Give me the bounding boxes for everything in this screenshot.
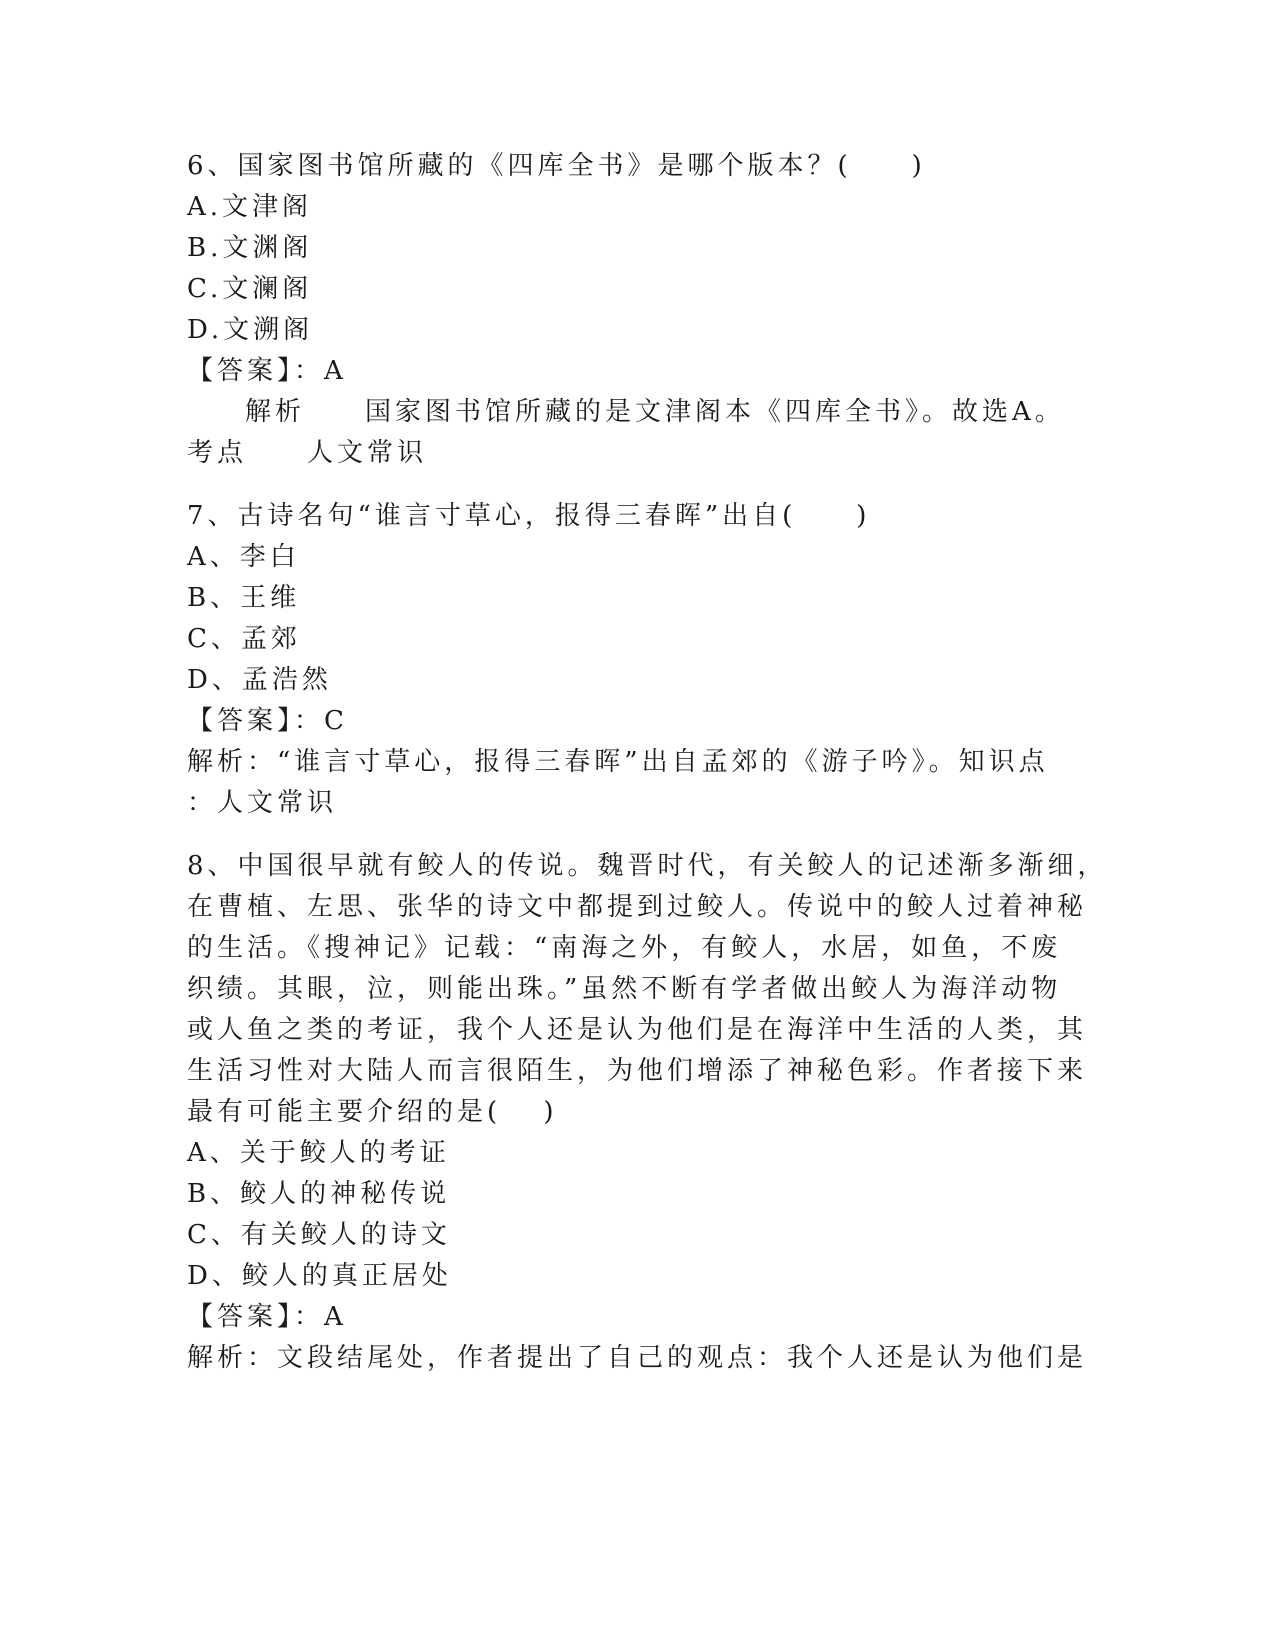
question-8-stem-line-4: 织绩。其眼，泣，则能出珠。”虽然不断有学者做出鲛人为海洋动物 xyxy=(187,974,1062,1004)
question-6-option-a: A.文津阁 xyxy=(187,192,313,222)
analysis-label: 解析 xyxy=(245,397,306,427)
question-6-answer: 【答案】：A xyxy=(187,356,347,386)
question-6-analysis xyxy=(245,396,1125,428)
question-7-option-a: A、李白 xyxy=(187,542,300,572)
question-6-stem: 6、国家图书馆所藏的《四库全书》是哪个版本？( ) xyxy=(187,151,926,181)
question-8-stem-line-1: 8、中国很早就有鲛人的传说。魏晋时代，有关鲛人的记述渐多渐细， xyxy=(187,851,1108,881)
analysis-text: 国家图书馆所藏的是文津阁本《四库全书》。故选A。 xyxy=(365,397,1065,427)
question-7-option-d: D、孟浩然 xyxy=(187,665,332,695)
question-8-option-c: C、有关鲛人的诗文 xyxy=(187,1220,451,1250)
point-label: 考点 xyxy=(187,438,248,468)
question-7-analysis-line-1: 解析：“谁言寸草心，报得三春晖”出自孟郊的《游子吟》。知识点 xyxy=(187,747,1049,777)
question-8-stem-line-5: 或人鱼之类的考证，我个人还是认为他们是在海洋中生活的人类，其 xyxy=(187,1015,1088,1045)
question-8-option-b: B、鲛人的神秘传说 xyxy=(187,1179,451,1209)
question-8-analysis-line-1: 解析：文段结尾处，作者提出了自己的观点：我个人还是认为他们是 xyxy=(187,1343,1088,1373)
question-8-stem-line-2: 在曹植、左思、张华的诗文中都提到过鲛人。传说中的鲛人过着神秘 xyxy=(187,892,1088,922)
question-7-stem: 7、古诗名句“谁言寸草心，报得三春晖”出自( ) xyxy=(187,501,871,531)
point-text: 人文常识 xyxy=(307,438,428,468)
question-7-answer: 【答案】：C xyxy=(187,706,348,736)
question-6-option-c: C.文澜阁 xyxy=(187,274,313,304)
question-7-option-c: C、孟郊 xyxy=(187,624,301,654)
question-8-answer: 【答案】：A xyxy=(187,1302,347,1332)
question-8-option-d: D、鲛人的真正居处 xyxy=(187,1261,452,1291)
question-6-knowledge-point xyxy=(187,437,1067,469)
question-8-stem-line-3: 的生活。《搜神记》记载：“南海之外，有鲛人，水居，如鱼，不废 xyxy=(187,933,1062,963)
question-6-option-b: B.文渊阁 xyxy=(187,233,313,263)
question-8-option-a: A、关于鲛人的考证 xyxy=(187,1138,450,1168)
question-8-stem-line-7: 最有可能主要介绍的是( ) xyxy=(187,1097,558,1127)
question-7-analysis-line-2: ：人文常识 xyxy=(187,788,338,818)
question-7-option-b: B、王维 xyxy=(187,583,301,613)
question-6-option-d: D.文溯阁 xyxy=(187,315,314,345)
question-8-stem-line-6: 生活习性对大陆人而言很陌生，为他们增添了神秘色彩。作者接下来 xyxy=(187,1056,1088,1086)
